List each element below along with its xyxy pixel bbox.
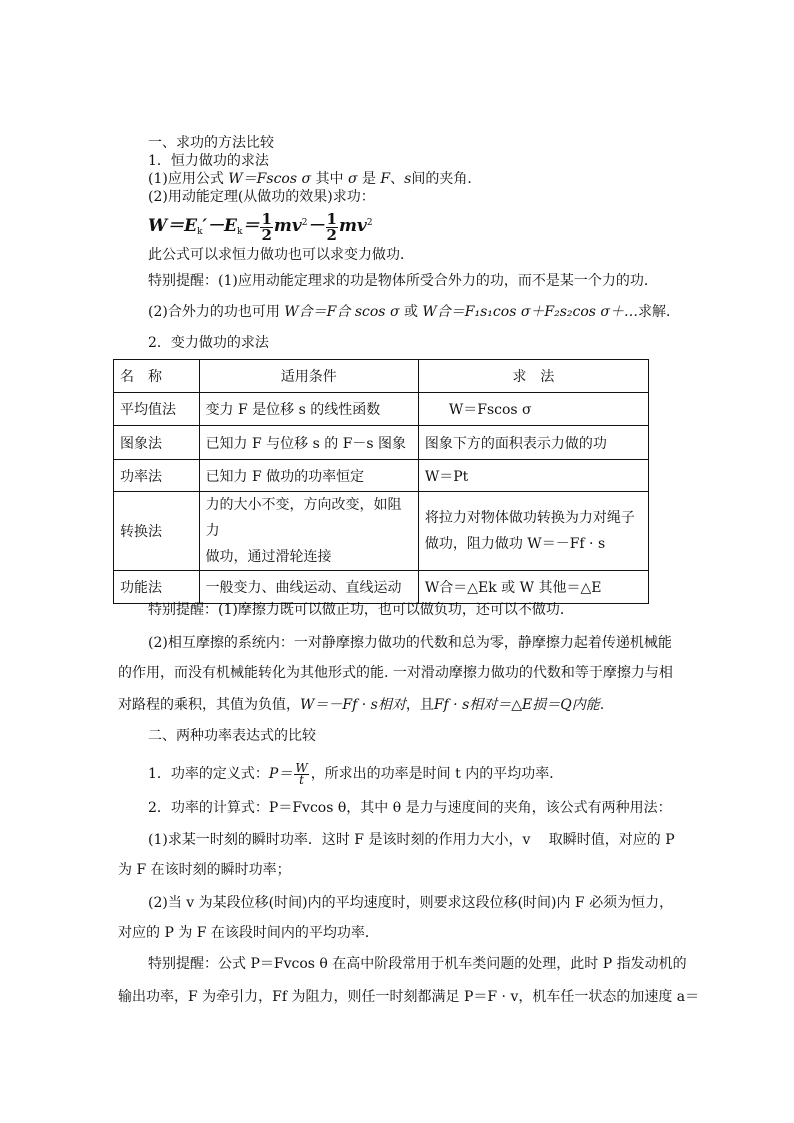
tip2-formula2: W合＝F₁s₁cos σ＋F₂s₂cos σ＋… xyxy=(422,304,638,320)
table-row xyxy=(114,393,649,426)
variable-force-methods-table xyxy=(113,359,649,604)
formula-mv2: mv xyxy=(338,216,367,236)
tip2-formula1: W合＝F合 scos σ xyxy=(284,304,400,320)
power-def-end: ，所求出的功率是时间 t 内的平均功率． xyxy=(310,766,564,782)
item2-line: (2)用动能定理(从做功的效果)求功： xyxy=(148,189,375,205)
power-def-prefix: 1．功率的定义式： xyxy=(148,766,269,782)
power-tip-line2: 输出功率，F 为牵引力，Ff 为阻力，则任一时刻都满足 P＝F · v，机车任一状态的加速度 a＝ xyxy=(118,989,700,1005)
row-method: 将拉力对物体做功转换为力对绳子 做功，阻力做功 W＝－Ff · s xyxy=(418,492,648,571)
friction-tip2-line3 xyxy=(118,696,604,714)
item1-end: 间的夹角． xyxy=(411,171,482,187)
row-condition: 力的大小不变，方向改变，如阻力 做功，通过滑轮连接 xyxy=(199,492,418,571)
friction-formula2: Ff · s相对＝△E损＝Q内能 xyxy=(433,697,600,713)
usage2-line1: (2)当 v 为某段位移(时间)内的平均速度时，则要求这段位移(时间)内 F 必须为恒力， xyxy=(148,895,674,911)
friction-formula1: W＝－Ff · s相对 xyxy=(300,697,406,713)
formula-half-2: $\frac{1}{2}$ xyxy=(326,209,337,244)
formula-sq1: 2 xyxy=(301,218,308,228)
item1-mid2: 是 xyxy=(361,171,376,187)
formula-k2: k xyxy=(236,227,243,237)
row-condition: 已知力 F 做功的功率恒定 xyxy=(199,460,418,492)
item1-F: F xyxy=(380,171,391,187)
item1-s: s xyxy=(404,171,412,187)
row-method: W＝Pt xyxy=(418,460,648,492)
tip1-line: 特别提醒：(1)应用动能定理求的功是物体所受合外力的功，而不是某一个力的功． xyxy=(148,273,658,289)
item1-sigma: σ xyxy=(347,171,358,187)
header-method: 求 法 xyxy=(418,360,648,393)
item1-formula: W＝Fscos σ xyxy=(228,171,312,187)
subsection-variable-force: 2．变力做功的求法 xyxy=(148,335,269,351)
table-row xyxy=(114,571,649,604)
header-condition: 适用条件 xyxy=(199,360,418,393)
item1-prefix: (1)应用公式 xyxy=(148,171,224,187)
note-line: 此公式可以求恒力做功也可以求变力做功． xyxy=(148,247,414,263)
row-condition: 一般变力、曲线运动、直线运动 xyxy=(199,571,418,604)
header-name: 名 称 xyxy=(114,360,200,393)
tip2-end: 求解． xyxy=(637,304,680,320)
power-tip-line1: 特别提醒：公式 P＝Fvcos θ 在高中阶段常用于机车类问题的处理，此时 P 指发动机的 xyxy=(148,956,687,972)
formula-mv1: mv xyxy=(273,216,302,236)
row-method: W＝Fscos σ xyxy=(418,393,648,426)
friction-tip2-mid: ，且 xyxy=(405,697,434,713)
row-name: 功率法 xyxy=(114,460,200,492)
formula-lhs: W＝E xyxy=(148,216,198,236)
friction-tip2-end: . xyxy=(599,697,605,713)
friction-tip2-prefix: 对路程的乘积，其值为负值， xyxy=(118,697,300,713)
usage1-line1: (1)求某一时刻的瞬时功率．这时 F 是该时刻的作用力大小，v 取瞬时值，对应的 P xyxy=(148,832,675,848)
tip2-line xyxy=(148,303,680,321)
usage2-line2: 对应的 P 为 F 在该段时间内的平均功率． xyxy=(118,925,379,941)
formula-eq: ＝ xyxy=(242,216,260,236)
row-name: 图象法 xyxy=(114,426,200,460)
power-def-P: P＝ xyxy=(268,766,293,782)
subsection-constant-force: 1．恒力做功的求法 xyxy=(148,153,269,169)
table-header-row xyxy=(114,360,649,393)
table-row xyxy=(114,492,649,571)
kinetic-energy-formula xyxy=(148,208,373,247)
row-name: 转换法 xyxy=(114,492,200,571)
friction-tip2-line2: 的作用，而没有机械能转化为其他形式的能. 一对滑动摩擦力做功的代数和等于摩擦力与相 xyxy=(118,665,673,681)
formula-minus: － xyxy=(307,216,325,236)
row-name: 平均值法 xyxy=(114,393,200,426)
tip2-prefix: (2)合外力的功也可用 xyxy=(148,304,280,320)
row-condition: 变力 F 是位移 s 的线性函数 xyxy=(199,393,418,426)
item1-sep: 、 xyxy=(390,171,405,187)
tip2-or: 或 xyxy=(403,304,418,320)
row-method: 图象下方的面积表示力做的功 xyxy=(418,426,648,460)
table-row xyxy=(114,460,649,492)
section2-title: 二、两种功率表达式的比较 xyxy=(148,728,316,744)
section1-title: 一、求功的方法比较 xyxy=(148,135,274,151)
friction-tip2-line1: (2)相互摩擦的系统内：一对静摩擦力做功的代数和总为零，静摩擦力起着传递机械能 xyxy=(148,635,672,651)
power-def-fraction: $\frac{W}{t}$ xyxy=(295,760,308,787)
row-name: 功能法 xyxy=(114,571,200,604)
formula-sq2: 2 xyxy=(366,218,373,228)
item1-mid: 其中 xyxy=(315,171,344,187)
friction-tip1: 特别提醒：(1)摩擦力既可以做正功，也可以做负功，还可以不做功． xyxy=(148,602,574,618)
power-calc-line: 2．功率的计算式：P＝Fvcos θ，其中 θ 是力与速度间的夹角，该公式有两种用法： xyxy=(148,800,672,816)
power-definition-line xyxy=(148,762,563,786)
usage1-line2: 为 F 在该时刻的瞬时功率； xyxy=(118,862,291,878)
item1-line xyxy=(148,170,481,188)
row-condition: 已知力 F 与位移 s 的 F－s 图象 xyxy=(199,426,418,460)
table-row xyxy=(114,426,649,460)
formula-prime: ′－E xyxy=(202,216,237,236)
formula-k1: k xyxy=(197,227,203,237)
row-method: W合＝△Ek 或 W 其他＝△E xyxy=(418,571,648,604)
formula-half-1: $\frac{1}{2}$ xyxy=(261,209,272,244)
